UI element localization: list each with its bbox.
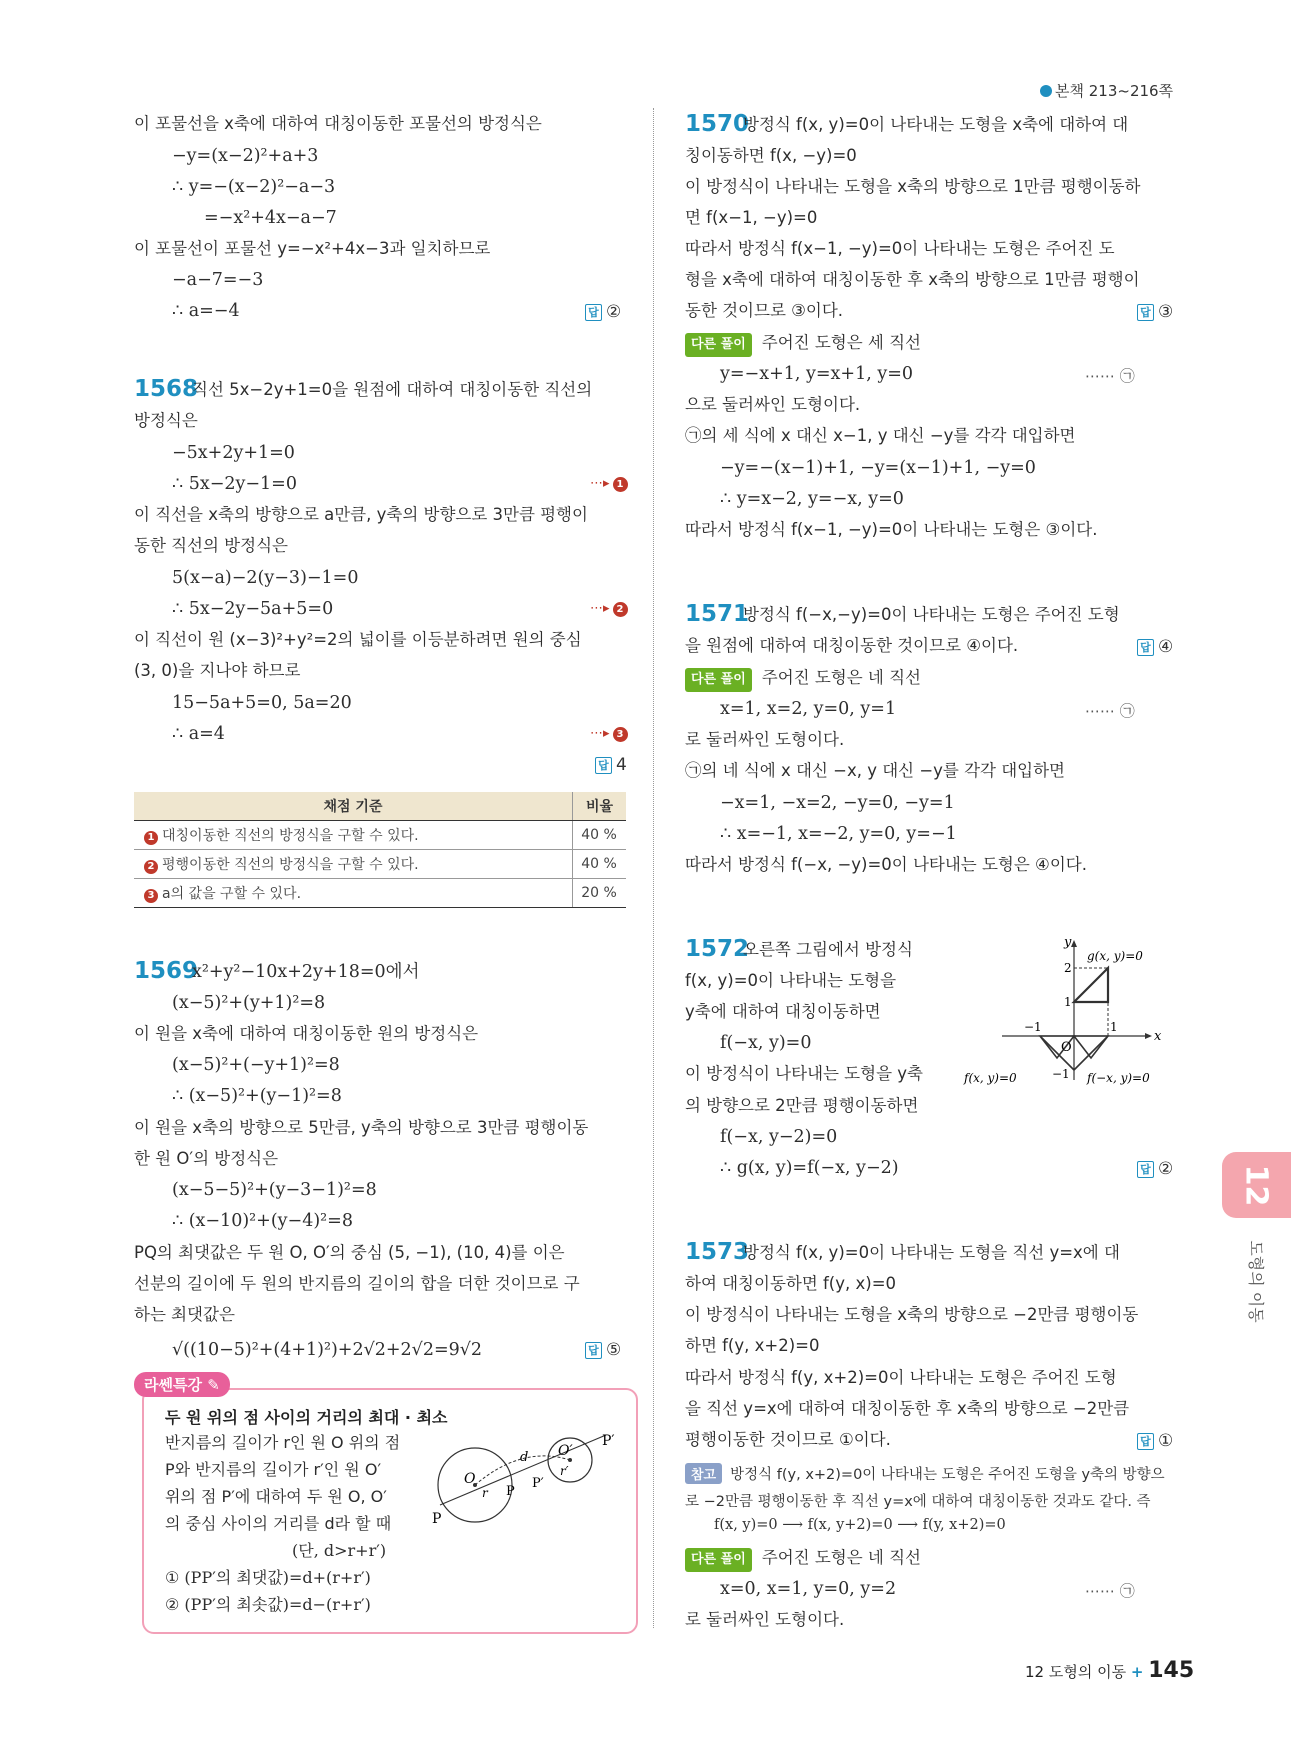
special-line: 의 중심 사이의 거리를 d라 할 때	[165, 1514, 392, 1533]
p1571-alt-line: ∴ x=−1, x=−2, y=0, y=−1	[720, 824, 957, 844]
p1573-line: 방정식 f(x, y)=0이 나타내는 도형을 직선 y=x에 대	[743, 1243, 1120, 1262]
p1570-line: 따라서 방정식 f(x−1, −y)=0이 나타내는 도형은 주어진 도	[685, 239, 1115, 258]
p1573-line: 을 직선 y=x에 대하여 대칭이동한 후 x축의 방향으로 −2만큼	[685, 1399, 1130, 1418]
p1571-alt-line: 다른 풀이 주어진 도형은 네 직선	[685, 667, 921, 692]
page-number: 145	[1148, 1658, 1195, 1683]
graph-tick-1-x: 1	[1110, 1020, 1118, 1034]
p1572-line: 오른쪽 그림에서 방정식	[743, 940, 913, 959]
p1569-line: ∴ (x−5)²+(y−1)²=8	[172, 1086, 342, 1106]
equation-marker: ⋯⋯ ㉠	[1085, 702, 1135, 720]
p1569-line: ∴ (x−10)²+(y−4)²=8	[172, 1211, 353, 1231]
p1570-alt-line: 으로 둘러싸인 도형이다.	[685, 395, 861, 414]
fig-label-r: r	[482, 1486, 488, 1500]
p1573-line: 하면 f(y, x+2)=0	[685, 1336, 820, 1355]
problem-number: 1571	[685, 601, 750, 627]
p1570-alt-line: 다른 풀이 주어진 도형은 세 직선	[685, 332, 921, 357]
fig-label-o2: O′	[558, 1443, 573, 1459]
footer-plus: +	[1130, 1663, 1144, 1681]
p1572-line: y축에 대하여 대칭이동하면	[685, 1002, 881, 1021]
fig-label-p: P	[432, 1511, 442, 1527]
problem-number: 1568	[134, 376, 199, 402]
fig-label-o: O	[464, 1471, 476, 1487]
p1572-line: 의 방향으로 2만큼 평행이동하면	[685, 1096, 919, 1115]
p1570-alt-line: ㉠의 세 식에 x 대신 x−1, y 대신 −y를 각각 대입하면	[685, 426, 1076, 445]
answer-icon: 답	[585, 1342, 602, 1359]
p1568-line: 5(x−a)−2(y−3)−1=0	[172, 568, 359, 588]
special-line: ① (PP′의 최댓값)=d+(r+r′)	[165, 1568, 371, 1587]
answer-mark: 답 ④	[1137, 637, 1173, 657]
note-line: f(x, y)=0 ⟶ f(x, y+2)=0 ⟶ f(y, x+2)=0	[714, 1517, 1006, 1533]
answer-mark: 답 4	[595, 755, 627, 775]
p1569-line: 이 원을 x축에 대하여 대칭이동한 원의 방정식은	[134, 1024, 479, 1043]
p1568-line: 이 직선이 원 (x−3)²+y²=2의 넓이를 이등분하려면 원의 중심	[134, 630, 582, 649]
special-badge: 라쎈특강 ✎	[134, 1372, 230, 1397]
pencil-icon: ✎	[207, 1376, 220, 1394]
p1570-line: 면 f(x−1, −y)=0	[685, 208, 818, 227]
p1572-line: f(x, y)=0이 나타내는 도형을	[685, 971, 897, 990]
p1569-line: √((10−5)²+(4+1)²)+2√2+2√2=9√2	[172, 1340, 483, 1360]
p1573-alt-line: 다른 풀이 주어진 도형은 네 직선	[685, 1547, 921, 1572]
p1573-alt-line: 로 둘러싸인 도형이다.	[685, 1610, 845, 1629]
page-footer	[1025, 1658, 1194, 1683]
answer-mark: 답 ②	[585, 302, 621, 322]
p1571-alt-line: 따라서 방정식 f(−x, −y)=0이 나타내는 도형은 ④이다.	[685, 855, 1087, 874]
equation-marker: ⋯⋯ ㉠	[1085, 367, 1135, 385]
p1570-line: 형을 x축에 대하여 대칭이동한 후 x축의 방향으로 1만큼 평행이	[685, 270, 1140, 289]
fig-label-d: d	[520, 1450, 529, 1465]
intro-line: 이 포물선이 포물선 y=−x²+4x−3과 일치하므로	[134, 239, 491, 258]
graph-1572	[962, 930, 1177, 1090]
p1568-line: 이 직선을 x축의 방향으로 a만큼, y축의 방향으로 3만큼 평행이	[134, 505, 588, 524]
graph-label-y: y	[1064, 935, 1072, 950]
column-divider	[653, 108, 654, 1628]
answer-icon: 답	[1137, 1433, 1154, 1450]
p1570-alt-line: ∴ y=x−2, y=−x, y=0	[720, 489, 904, 509]
p1568-line: ∴ 5x−2y−5a+5=0	[172, 599, 334, 619]
table-row: 2 평행이동한 직선의 방정식을 구할 수 있다. 40 %	[134, 850, 626, 879]
p1571-alt-line: −x=1, −x=2, −y=0, −y=1	[720, 793, 955, 813]
p1568-line: 동한 직선의 방정식은	[134, 536, 288, 555]
alt-solution-tag: 다른 풀이	[685, 333, 752, 357]
p1568-line: 직선 5x−2y+1=0을 원점에 대하여 대칭이동한 직선의	[192, 380, 593, 399]
p1572-line: 이 방정식이 나타내는 도형을 y축	[685, 1064, 923, 1083]
special-line: (단, d>r+r′)	[292, 1541, 387, 1560]
table-row: 1 대칭이동한 직선의 방정식을 구할 수 있다. 40 %	[134, 821, 626, 850]
graph-label-x: x	[1154, 1029, 1162, 1044]
p1573-line: 평행이동한 것이므로 ①이다.	[685, 1430, 891, 1449]
intro-line: ∴ y=−(x−2)²−a−3	[172, 177, 336, 197]
note-tag: 참고	[685, 1463, 722, 1484]
p1573-line: 이 방정식이 나타내는 도형을 x축의 방향으로 −2만큼 평행이동	[685, 1305, 1139, 1324]
answer-mark: 답 ①	[1137, 1431, 1173, 1451]
intro-line: ∴ a=−4	[172, 301, 240, 321]
p1568-line: 방정식은	[134, 411, 198, 430]
footer-chapter: 12 도형의 이동	[1025, 1663, 1127, 1681]
p1570-line: 칭이동하면 f(x, −y)=0	[685, 146, 857, 165]
table-row: 3 a의 값을 구할 수 있다. 20 %	[134, 879, 626, 908]
p1570-line: 동한 것이므로 ③이다.	[685, 301, 844, 320]
step-marker: ⋯▸ 1	[590, 476, 628, 492]
p1568-line: 15−5a+5=0, 5a=20	[172, 693, 352, 713]
alt-solution-tag: 다른 풀이	[685, 1548, 752, 1572]
p1571-alt-line: 로 둘러싸인 도형이다.	[685, 730, 845, 749]
problem-number: 1573	[685, 1239, 750, 1265]
answer-mark: 답 ②	[1137, 1159, 1173, 1179]
fig-label-p2: P′	[602, 1433, 615, 1449]
p1570-line: 방정식 f(x, y)=0이 나타내는 도형을 x축에 대하여 대	[743, 115, 1129, 134]
intro-line: =−x²+4x−a−7	[204, 208, 337, 228]
note-line: 참고 방정식 f(y, x+2)=0이 나타내는 도형은 주어진 도형을 y축의 방향으	[685, 1463, 1165, 1484]
graph-tick-1: 1	[1064, 995, 1072, 1009]
p1569-line: 하는 최댓값은	[134, 1305, 235, 1324]
step-marker: ⋯▸ 3	[590, 726, 628, 742]
side-tab-label: 도형의 이동	[1246, 1240, 1266, 1323]
table-header: 비율	[573, 792, 627, 821]
p1569-line: (x−5)²+(−y+1)²=8	[172, 1055, 340, 1075]
graph-label-f: f(x, y)=0	[964, 1071, 1017, 1085]
fig-label-r2: r′	[560, 1464, 569, 1478]
special-line: P와 반지름의 길이가 r′인 원 O′	[165, 1460, 382, 1479]
p1570-alt-line: 따라서 방정식 f(x−1, −y)=0이 나타내는 도형은 ③이다.	[685, 520, 1098, 539]
answer-icon: 답	[595, 757, 612, 774]
fig-label-p2-inner: P′	[532, 1476, 544, 1491]
problem-number: 1572	[685, 936, 750, 962]
p1572-line: f(−x, y−2)=0	[720, 1127, 838, 1147]
equation-marker: ⋯⋯ ㉠	[1085, 1582, 1135, 1600]
p1568-line: ∴ a=4	[172, 724, 225, 744]
p1568-line: ∴ 5x−2y−1=0	[172, 474, 297, 494]
p1569-line: 이 원을 x축의 방향으로 5만큼, y축의 방향으로 3만큼 평행이동	[134, 1118, 589, 1137]
answer-mark: 답 ⑤	[585, 1340, 621, 1360]
p1569-line: PQ의 최댓값은 두 원 O, O′의 중심 (5, −1), (10, 4)를 이은	[134, 1243, 565, 1262]
p1569-line: 선분의 길이에 두 원의 반지름의 길이의 합을 더한 것이므로 구	[134, 1274, 580, 1293]
p1569-line: x²+y²−10x+2y+18=0에서	[192, 962, 420, 982]
note-line: 로 −2만큼 평행이동한 후 직선 y=x에 대하여 대칭이동한 것과도 같다. 즉	[685, 1494, 1151, 1510]
p1568-line: (3, 0)을 지나야 하므로	[134, 661, 301, 680]
p1573-line: 하여 대칭이동하면 f(y, x)=0	[685, 1274, 897, 1293]
intro-line: −a−7=−3	[172, 270, 264, 290]
graph-label-g: g(x, y)=0	[1087, 949, 1143, 963]
p1569-line: 한 원 O′의 방정식은	[134, 1149, 279, 1168]
special-line: 반지름의 길이가 r인 원 O 위의 점	[165, 1433, 401, 1452]
fig-label-p-inner: P	[506, 1484, 515, 1499]
book-ref: 본책 213~216쪽	[1040, 80, 1173, 101]
p1569-line: (x−5)²+(y+1)²=8	[172, 993, 326, 1013]
graph-label-origin: O	[1061, 1040, 1072, 1055]
graph-tick-neg1-y: −1	[1052, 1067, 1070, 1081]
special-line: ② (PP′의 최솟값)=d−(r+r′)	[165, 1595, 371, 1614]
book-ref-icon	[1040, 85, 1052, 97]
p1570-line: 이 방정식이 나타내는 도형을 x축의 방향으로 1만큼 평행이동하	[685, 177, 1141, 196]
problem-number: 1570	[685, 111, 750, 137]
table-header: 채점 기준	[134, 792, 573, 821]
answer-icon: 답	[1137, 1161, 1154, 1178]
special-title: 두 원 위의 점 사이의 거리의 최대 · 최소	[165, 1408, 448, 1427]
p1573-alt-line: x=0, x=1, y=0, y=2	[720, 1579, 897, 1599]
intro-line: 이 포물선을 x축에 대하여 대칭이동한 포물선의 방정식은	[134, 114, 542, 133]
p1571-alt-line: x=1, x=2, y=0, y=1	[720, 699, 897, 719]
answer-icon: 답	[1137, 304, 1154, 321]
p1572-line: ∴ g(x, y)=f(−x, y−2)	[720, 1158, 899, 1178]
p1570-alt-line: −y=−(x−1)+1, −y=(x−1)+1, −y=0	[720, 458, 1036, 478]
graph-tick-neg1-x: −1	[1024, 1020, 1042, 1034]
two-circles-figure	[430, 1425, 630, 1535]
step-marker: ⋯▸ 2	[590, 601, 628, 617]
graph-label-fm: f(−x, y)=0	[1087, 1071, 1150, 1085]
graph-tick-2: 2	[1064, 961, 1072, 975]
answer-mark: 답 ③	[1137, 302, 1173, 322]
problem-number: 1569	[134, 958, 199, 984]
side-tab-number: 12	[1238, 1164, 1274, 1207]
p1572-line: f(−x, y)=0	[720, 1033, 812, 1053]
p1573-line: 따라서 방정식 f(y, x+2)=0이 나타내는 도형은 주어진 도형	[685, 1368, 1117, 1387]
intro-line: −y=(x−2)²+a+3	[172, 146, 319, 166]
p1571-alt-line: ㉠의 네 식에 x 대신 −x, y 대신 −y를 각각 대입하면	[685, 761, 1065, 780]
answer-icon: 답	[585, 304, 602, 321]
answer-icon: 답	[1137, 639, 1154, 656]
p1569-line: (x−5−5)²+(y−3−1)²=8	[172, 1180, 377, 1200]
scoring-table	[134, 792, 626, 908]
p1571-line: 을 원점에 대하여 대칭이동한 것이므로 ④이다.	[685, 636, 1019, 655]
p1568-line: −5x+2y+1=0	[172, 443, 295, 463]
alt-solution-tag: 다른 풀이	[685, 668, 752, 692]
p1570-alt-line: y=−x+1, y=x+1, y=0	[720, 364, 914, 384]
special-line: 위의 점 P′에 대하여 두 원 O, O′	[165, 1487, 387, 1506]
p1571-line: 방정식 f(−x,−y)=0이 나타내는 도형은 주어진 도형	[743, 605, 1120, 624]
